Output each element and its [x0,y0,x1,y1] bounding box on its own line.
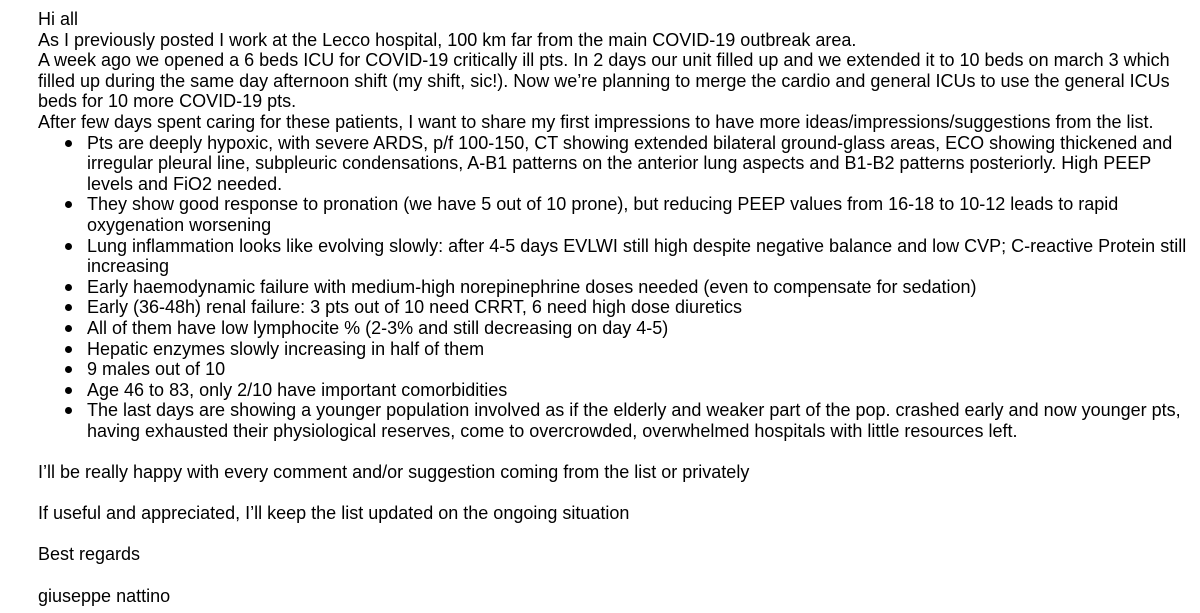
list-item-text: Age 46 to 83, only 2/10 have important comorbidities [87,379,508,400]
list-item-text: 9 males out of 10 [87,359,226,380]
intro-paragraph: A week ago we opened a 6 beds ICU for COVID-19 critically ill pts. In 2 days our unit filled up and we extended it to 10 beds on march 3 which filled up during the same day afternoon shift (my shift, sic!). Now we’re planning to merge the cardio and general ICUs to use the general ICUs beds for 10 more COVID-19 pts. [38,50,1170,112]
list-item [87,339,1188,360]
bullet-icon [65,140,72,147]
paragraph-spacer [38,524,1188,545]
list-item-text: Early (36-48h) renal failure: 3 pts out of 10 need CRRT, 6 need high dose diuretics [87,297,743,318]
list-item [87,359,1188,380]
bullet-icon [65,346,72,353]
observation-list [38,133,1188,442]
bullet-icon [65,387,72,394]
bullet-icon [65,325,72,332]
bullet-icon [65,366,72,373]
list-item [87,194,1188,235]
closing-paragraph: If useful and appreciated, I’ll keep the list updated on the ongoing situation [38,503,630,524]
list-item-text: Early haemodynamic failure with medium-high norepinephrine doses needed (even to compensate for sedation) [87,276,977,297]
intro-paragraph: As I previously posted I work at the Lecco hospital, 100 km far from the main COVID-19 outbreak area. [38,29,857,50]
paragraph-spacer [38,441,1188,462]
list-item [87,297,1188,318]
list-item-text: They show good response to pronation (we have 5 out of 10 prone), but reducing PEEP values from 16-18 to 10-12 leads to rapid oxygenation worsening [87,194,1119,235]
paragraph-spacer [38,483,1188,504]
closing-paragraph: I’ll be really happy with every comment and/or suggestion coming from the list or privately [38,462,750,483]
sign-off: Best regards [38,544,141,565]
list-item-text: All of them have low lymphocite % (2-3% and still decreasing on day 4-5) [87,317,669,338]
bullet-icon [65,284,72,291]
bullet-icon [65,201,72,208]
list-item [87,133,1188,195]
list-item [87,236,1188,277]
list-item-text: Lung inflammation looks like evolving slowly: after 4-5 days EVLWI still high despite negative balance and low CVP; C-reactive Protein still increasing [87,235,1187,277]
list-item [87,400,1188,441]
list-item [87,277,1188,298]
paragraph-spacer [38,565,1188,586]
bullet-icon [65,243,72,250]
email-body [38,9,1188,606]
list-item [87,318,1188,339]
bullet-icon [65,407,72,414]
intro-paragraph: After few days spent caring for these patients, I want to share my first impressions to have more ideas/impressions/suggestions from the list. [38,111,1154,132]
greeting: Hi all [38,9,79,29]
list-item-text: Hepatic enzymes slowly increasing in half of them [87,338,485,359]
bullet-icon [65,304,72,311]
signature: giuseppe nattino [38,585,171,606]
list-item-text: The last days are showing a younger population involved as if the elderly and weaker part of the pop. crashed early and now younger pts, having exhausted their physiological reserves, come to overcrowded, overwhelmed hospitals with little resources left. [87,400,1181,441]
list-item-text: Pts are deeply hypoxic, with severe ARDS, p/f 100-150, CT showing extended bilateral ground-glass areas, ECO showing thickened and irregular pleural line, subpleuric condensations, A-B1 patterns on the anterior lung aspects and B1-B2 patterns posteriorly. High PEEP levels and FiO2 needed. [87,132,1173,194]
list-item [87,380,1188,401]
